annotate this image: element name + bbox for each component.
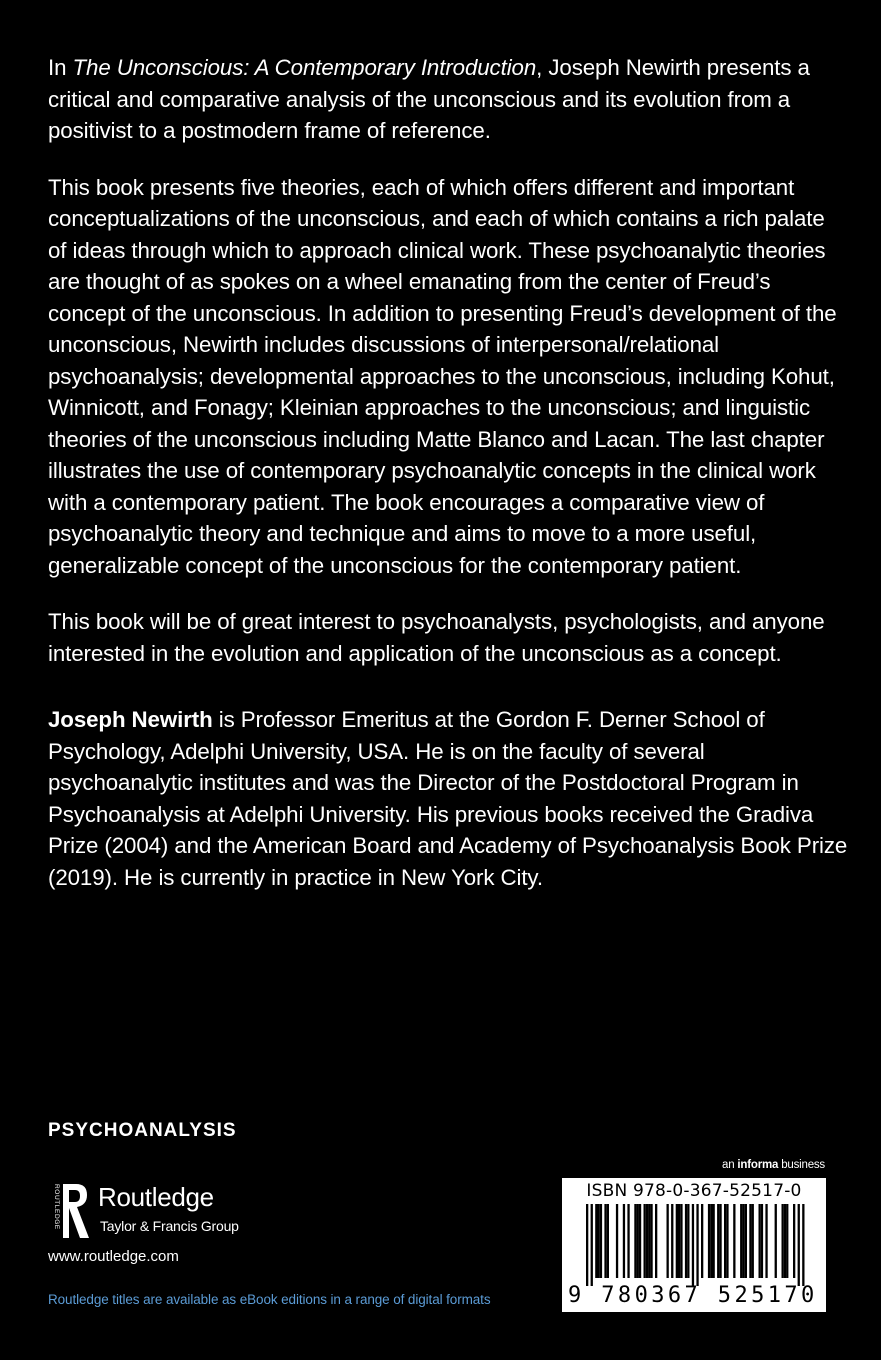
barcode-bar [784, 1204, 786, 1278]
publisher-logo [48, 1180, 308, 1240]
informa-prefix: an [722, 1159, 738, 1171]
barcode-bar [692, 1204, 694, 1286]
barcode-bar [733, 1204, 735, 1278]
barcode-bar [604, 1204, 606, 1278]
isbn-barcode [562, 1178, 826, 1312]
barcode-bar [678, 1204, 680, 1278]
author-name: Joseph Newirth [48, 707, 213, 732]
intro-suffix: , Joseph Newirth presents a critical and comparative analysis of the unconscious and its evolution from a positivist to a postmodern frame of reference. [48, 55, 810, 143]
barcode-bar [775, 1204, 777, 1278]
barcode-bar [595, 1204, 597, 1278]
barcode-bar [598, 1204, 600, 1278]
barcode-bar [639, 1204, 641, 1278]
barcode-bar [607, 1204, 609, 1278]
audience-paragraph: This book will be of great interest to psychoanalysts, psychologists, and anyone interested in the evolution and application of the unconscious as a concept. [48, 609, 825, 666]
barcode-bar [646, 1204, 648, 1278]
barcode-bar [740, 1204, 742, 1278]
barcode-bar [600, 1204, 602, 1278]
barcode-bar [710, 1204, 712, 1278]
vertical-wordmark: ROUTLEDGE [53, 1184, 60, 1230]
publisher-website: www.routledge.com [48, 1248, 179, 1265]
barcode-bar [623, 1204, 625, 1278]
barcode-bar [685, 1204, 687, 1278]
informa-suffix: business [778, 1159, 825, 1171]
barcode-bar [761, 1204, 763, 1278]
barcode-bar [644, 1204, 646, 1278]
barcode-bar [591, 1204, 593, 1286]
barcode-bar [765, 1204, 767, 1278]
author-bio-text: is Professor Emeritus at the Gordon F. Derner School of Psychology, Adelphi University, USA. He is on the faculty of several psychoanalytic institutes and was the Director of the Postdoctoral Program in Psychoanalysis at Adelphi University. His previous books received the Gradiva Prize (2004) and the American Board and Academy of Psychoanalysis Book Prize (2019). He is currently in practice in New York City. [48, 707, 848, 890]
barcode-bar [648, 1204, 650, 1278]
subject-category: PSYCHOANALYSIS [48, 1120, 237, 1141]
barcode-bar [667, 1204, 669, 1278]
barcode-bar [655, 1204, 657, 1278]
barcode-bar [627, 1204, 629, 1278]
barcode-bar [676, 1204, 678, 1278]
barcode-bar [724, 1204, 726, 1278]
barcode-bar [726, 1204, 728, 1278]
barcode-bar [637, 1204, 639, 1278]
barcode-bar [616, 1204, 618, 1278]
publisher-name: Routledge [98, 1182, 214, 1212]
barcode-bar [687, 1204, 689, 1278]
intro-paragraph [48, 52, 848, 147]
theories-paragraph: This book presents five theories, each of which offers different and important conceptualizations of the unconscious, and each of which contains a rich palate of ideas through which to approach clinical work. These psychoanalytic theories are thought of as spokes on a wheel emanating from the center of Freud’s concept of the unconscious. In addition to presenting Freud’s development of the unconscious, Newirth includes discussions of interpersonal/relational psychoanalysis; developmental approaches to the unconscious, including Kohut, Winnicott, and Fonagy; Kleinian approaches to the unconscious; and linguistic theories of the unconscious including Matte Blanco and Lacan. The last chapter illustrates the use of contemporary psychoanalytic concepts in the clinical work with a contemporary patient. The book encourages a comparative view of psychoanalytic theory and technique and aims to move to a more useful, generalizable concept of the unconscious for the contemporary patient. [48, 174, 837, 578]
routledge-logo-icon [48, 1180, 92, 1240]
publisher-group: Taylor & Francis Group [100, 1218, 239, 1234]
barcode-bar [752, 1204, 754, 1278]
barcode-bar [713, 1204, 715, 1278]
back-cover-blurb [48, 52, 848, 918]
barcode-bar [717, 1204, 719, 1278]
barcode-bar [793, 1204, 795, 1278]
barcode-bar [759, 1204, 761, 1278]
barcode-bar [671, 1204, 673, 1278]
barcode-bar [782, 1204, 784, 1278]
barcode-digits: 9 780367 525170 [568, 1283, 818, 1308]
book-title: The Unconscious: A Contemporary Introduction [72, 55, 537, 80]
intro-prefix: In [48, 55, 73, 80]
informa-word: informa [737, 1159, 779, 1171]
barcode-bar [742, 1204, 744, 1278]
barcode-bar [798, 1204, 800, 1286]
barcode-bar [634, 1204, 636, 1278]
barcode-bar [696, 1204, 698, 1286]
barcode-bar [719, 1204, 721, 1278]
barcode-bar [786, 1204, 788, 1278]
ebook-availability-note: Routledge titles are available as eBook editions in a range of digital formats [48, 1292, 491, 1307]
barcode-bars [572, 1204, 816, 1286]
author-bio [48, 704, 848, 893]
isbn-number: ISBN 978-0-367-52517-0 [586, 1181, 802, 1201]
barcode-bar [586, 1204, 588, 1286]
barcode-bar [680, 1204, 682, 1278]
barcode-bar [701, 1204, 703, 1278]
barcode-bar [745, 1204, 747, 1278]
barcode-bar [802, 1204, 804, 1286]
barcode-bar [650, 1204, 652, 1278]
informa-tagline [722, 1159, 825, 1171]
barcode-bar [708, 1204, 710, 1278]
barcode-bar [749, 1204, 751, 1278]
